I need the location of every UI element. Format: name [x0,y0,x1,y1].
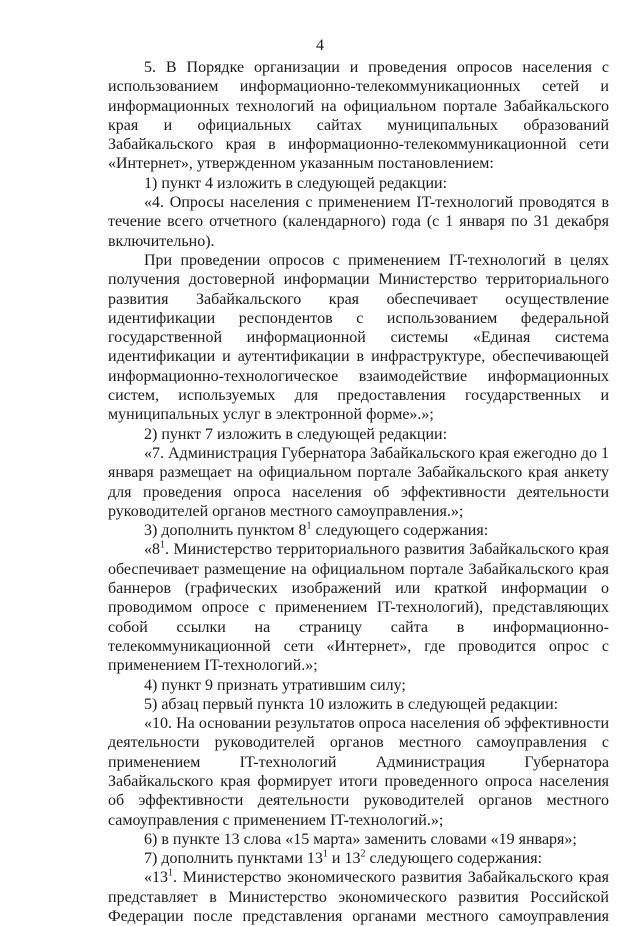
paragraph-item-7 [108,849,609,868]
paragraph-clause-10: «10. На основании результатов опроса населения об эффективности деятельности руководителей органов местного самоуправления с применением IT-технологий Администрация Губернатора Забайкальского края формирует итоги проведенного опроса населения об эффективности деятельности руководителей органов местного самоуправления с применением IT-технологий.»; [108,715,609,829]
paragraph-item-5: 5) абзац первый пункта 10 изложить в следующей редакции: [144,695,559,713]
paragraph-item-3 [108,521,609,540]
paragraph-clause-7: «7. Администрация Губернатора Забайкальского края ежегодно до 1 января размещает на официальном портале Забайкальского края анкету для проведения опроса населения об эффективности деятельности руководителей органов местного самоуправления.»; [108,444,610,520]
clause-13-1-superscript: 1 [168,868,173,880]
paragraph-clause-13-1 [108,868,609,926]
clause-13-1-lead: «13 [144,869,168,887]
item-3-superscript: 1 [306,520,312,532]
page-number: 4 [316,37,324,54]
item-3-text: 3) дополнить пунктом 8 [144,522,307,540]
item-7-text: 7) дополнить пунктами 13 [144,850,323,868]
clause-8-1-text: . Министерство территориального развития Забайкальского края обеспечивает размещение на официальном портале Забайкальского края баннеров (графических изображений или краткой информации о проводимом опросе с применением IT-технологий), представляющих собой ссылки на страницу сайта в информационно-телекоммуникационной сети «Интернет», где проводится опрос с применением IT-технологий.»; [108,541,609,675]
paragraph-clause-8-1 [108,540,609,675]
paragraph-clause-4: «4. Опросы населения с применением IT-технологий проводятся в течение всего отчетного (календарного) года (с 1 января по 31 декабря включительно). [108,194,609,250]
paragraph-intro: 5. В Порядке организации и проведения опросов населения с использованием информационно-телекоммуникационных сетей и информационных технологий на официальном портале Забайкальского края и официальных сайтах муниципальных образований Забайкальского края в информационно-телекоммуникационной сети «Интернет», утвержденном указанным постановлением: [108,59,609,173]
item-7-tail: следующего содержания: [365,850,543,868]
item-7-superscript-2: 2 [360,848,366,860]
item-3-tail: следующего содержания: [311,522,489,540]
document-body [108,58,609,926]
paragraph-item-2: 2) пункт 7 изложить в следующей редакции: [144,425,448,443]
paragraph-item-4: 4) пункт 9 признать утратившим силу; [144,676,406,694]
clause-8-1-superscript: 1 [160,540,165,552]
paragraph-item-6: 6) в пункте 13 слова «15 марта» заменить словами «19 января»; [144,830,577,848]
clause-13-1-text: . Министерство экономического развития Забайкальского края представляет в Министерство экономического развития Российской Федерации после представления органами местного самоуправления [108,869,609,926]
item-7-superscript-1: 1 [322,848,328,860]
clause-8-1-lead: «8 [144,541,160,559]
paragraph-item-1: 1) пункт 4 изложить в следующей редакции: [144,174,448,192]
paragraph-identification: При проведении опросов с применением IT-технологий в целях получения достоверной информации Министерство территориального развития Забайкальского края обеспечивает осуществление идентификации респондентов с использованием федеральной государственной информационной системы «Единая система идентификации и аутентификации в инфраструктуре, обеспечивающей информационно-технологическое взаимодействие информационных систем, используемых для предоставления государственных и муниципальных услуг в электронной форме».»; [108,251,609,424]
item-7-mid: и 13 [327,850,361,868]
